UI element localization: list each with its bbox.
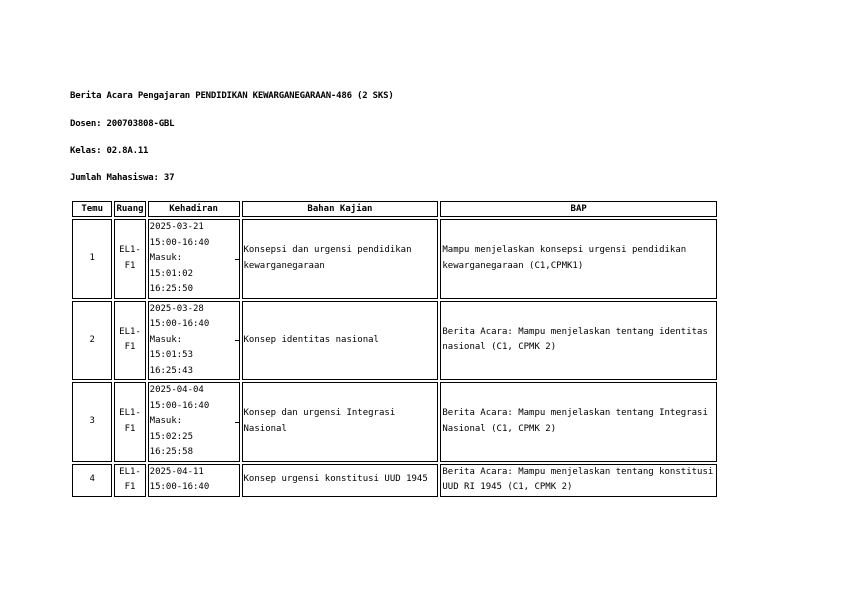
temu-cell — [72, 464, 112, 497]
kehadiran-line: 2025-04-04 — [149, 385, 204, 395]
ruang-line: EL1- — [119, 466, 141, 477]
bap-cell — [440, 382, 717, 462]
ruang-cell — [114, 382, 145, 462]
bap-value: Berita Acara: Mampu menjelaskan tentang identitas nasional (C1, CPMK 2) — [442, 326, 708, 353]
bahan-kajian-cell — [242, 219, 439, 299]
kehadiran-line: 15:01:02 — [149, 268, 194, 279]
temu-value: 2 — [89, 334, 95, 345]
temu-value: 3 — [89, 416, 95, 426]
kehadiran-cell — [148, 382, 240, 462]
kelas-label: Kelas: 02.8A.11 — [70, 146, 149, 156]
kehadiran-line: Masuk: — [149, 253, 183, 263]
kehadiran-line: 2025-03-28 — [149, 303, 204, 314]
kehadiran-line: 15:02:25 — [149, 431, 194, 442]
kehadiran-line: 15:01:53 — [149, 350, 194, 360]
table-row — [72, 301, 717, 381]
bahan-kajian-value: Konsep dan urgensi Integrasi Nasional — [243, 408, 396, 434]
jumlah-mahasiswa-label: Jumlah Mahasiswa: 37 — [70, 173, 175, 183]
kehadiran-line: Masuk: — [149, 416, 183, 426]
kehadiran-line: 15:00-16:40 — [149, 400, 210, 411]
temu-value: 4 — [89, 474, 95, 485]
kehadiran-line: 15:00-16:40 — [149, 319, 210, 329]
ruang-cell — [114, 464, 145, 497]
kehadiran-line: 16:25:50 — [149, 284, 194, 294]
kehadiran-line: 2025-03-21 — [149, 222, 204, 232]
ruang-line: F1 — [124, 423, 136, 434]
bap-cell — [440, 464, 717, 497]
bahan-kajian-cell — [242, 464, 439, 497]
header-bahan-kajian: Bahan Kajian — [242, 201, 439, 217]
bahan-kajian-cell — [242, 382, 439, 462]
bap-cell — [440, 301, 717, 381]
kehadiran-line: 16:25:43 — [149, 365, 194, 376]
header-ruang: Ruang — [114, 201, 145, 217]
dosen-label: Dosen: 200703808-GBL — [70, 119, 175, 129]
header-kehadiran: Kehadiran — [148, 201, 240, 217]
temu-cell — [72, 301, 112, 381]
ruang-line: F1 — [124, 342, 136, 353]
kehadiran-line: 15:00-16:40 — [149, 237, 210, 248]
bap-cell — [440, 219, 717, 299]
header-bap: BAP — [440, 201, 717, 217]
ruang-cell — [114, 301, 145, 381]
bap-value: Berita Acara: Mampu menjelaskan tentang Integrasi Nasional (C1, CPMK 2) — [442, 408, 708, 434]
row-connector-mark — [235, 259, 240, 260]
document-title: Berita Acara Pengajaran PENDIDIKAN KEWARGANEGARAAN-486 (2 SKS) — [70, 91, 394, 101]
ruang-line: F1 — [124, 482, 136, 492]
temu-value: 1 — [89, 253, 95, 263]
table-row — [72, 219, 717, 299]
ruang-line: EL1- — [119, 408, 141, 419]
bahan-kajian-value: Konsep urgensi konstitusi UUD 1945 — [243, 474, 428, 485]
ruang-line: F1 — [124, 260, 136, 271]
bap-value: Mampu menjelaskan konsepsi urgensi pendidikan kewarganegaraan (C1,CPMK1) — [442, 245, 687, 271]
header-temu: Temu — [72, 201, 112, 217]
table-row — [72, 464, 717, 497]
table-row — [72, 382, 717, 462]
bap-table — [70, 199, 719, 499]
kehadiran-cell — [148, 219, 240, 299]
ruang-cell — [114, 219, 145, 299]
bahan-kajian-value: Konsepsi dan urgensi pendidikan kewarganegaraan — [243, 245, 412, 271]
bahan-kajian-cell — [242, 301, 439, 381]
bap-value: Berita Acara: Mampu menjelaskan tentang konstitusi UUD RI 1945 (C1, CPMK 2) — [442, 466, 714, 492]
kehadiran-cell — [148, 464, 240, 497]
table-header-row — [72, 201, 717, 217]
ruang-line: EL1- — [119, 326, 141, 337]
row-connector-mark — [235, 340, 240, 341]
kehadiran-cell — [148, 301, 240, 381]
ruang-line: EL1- — [119, 245, 141, 256]
bahan-kajian-value: Konsep identitas nasional — [243, 334, 379, 345]
kehadiran-line: Masuk: — [149, 334, 183, 345]
temu-cell — [72, 219, 112, 299]
kehadiran-line: 16:25:58 — [149, 447, 194, 457]
temu-cell — [72, 382, 112, 462]
kehadiran-line: 2025-04-11 — [149, 466, 204, 477]
row-connector-mark — [235, 422, 240, 423]
kehadiran-line: 15:00-16:40 — [149, 482, 210, 492]
